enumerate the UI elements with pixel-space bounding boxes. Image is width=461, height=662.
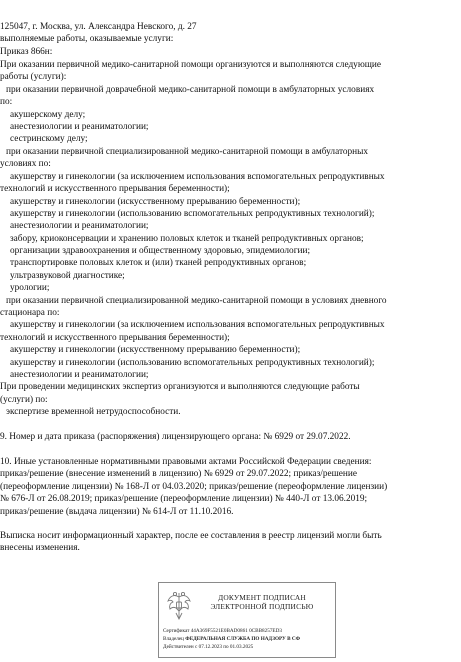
text-line: экспертизе временной нетрудоспособности. bbox=[6, 407, 181, 417]
text-line: При проведении медицинских экспертиз организуются и выполняются следующие работы bbox=[0, 382, 360, 392]
text-line: (услуги) по: bbox=[0, 395, 48, 405]
text-line: при оказании первичной специализированной медико-санитарной помощи в амбулаторных bbox=[6, 147, 369, 157]
text-line: 125047, г. Москва, ул. Александра Невского, д. 27 bbox=[0, 22, 197, 32]
stamp-title-line2: ЭЛЕКТРОННОЙ ПОДПИСЬЮ bbox=[210, 602, 314, 611]
text-line: выполняемые работы, оказываемые услуги: bbox=[0, 34, 174, 44]
text-line: технологий и искусственного прерывания беременности); bbox=[0, 333, 230, 343]
stamp-validity: Действителен с 07.12.2023 по 01.03.2025 bbox=[163, 644, 254, 650]
electronic-signature-stamp bbox=[158, 582, 336, 658]
text-line: акушерству и гинекологии (за исключением использования вспомогательных репродуктивных bbox=[10, 320, 385, 330]
text-line: условиях по: bbox=[0, 159, 51, 169]
text-line: внесены изменения. bbox=[0, 543, 80, 553]
text-line: урологии; bbox=[10, 283, 50, 293]
text-line: анестезиологии и реаниматологии; bbox=[10, 122, 149, 132]
text-line: 10. Иные установленные нормативными правовыми актами Российской Федерации сведения: bbox=[0, 457, 372, 467]
text-line: акушерству и гинекологии (использованию вспомогательных репродуктивных технологий); bbox=[10, 358, 375, 368]
text-line: акушерству и гинекологии (искусственному прерыванию беременности); bbox=[10, 197, 301, 207]
text-line: ультразвуковой диагностике; bbox=[10, 271, 125, 281]
text-line: при оказании первичной доврачебной медико-санитарной помощи в амбулаторных условиях bbox=[6, 85, 375, 95]
stamp-certificate: Сертификат 44A369F5521E0BAD0861 0CBB8257ED3 bbox=[163, 628, 282, 634]
stamp-title-line1: ДОКУМЕНТ ПОДПИСАН bbox=[218, 593, 306, 602]
text-line: приказ/решение (внесение изменений в лицензию) № 6929 от 29.07.2022; приказ/решение bbox=[0, 469, 357, 479]
text-line: при оказании первичной специализированной медико-санитарной помощи в условиях дневного bbox=[6, 296, 387, 306]
text-line: забору, криоконсервации и хранению половых клеток и тканей репродуктивных органов; bbox=[10, 234, 364, 244]
text-line: работы (услуги): bbox=[0, 72, 67, 82]
text-line: акушерству и гинекологии (использованию вспомогательных репродуктивных технологий); bbox=[10, 209, 375, 219]
text-line: приказ/решение (выдача лицензии) № 614-Л от 11.10.2016. bbox=[0, 507, 234, 517]
text-line: № 676-Л от 26.08.2019; приказ/решение (переоформление лицензии) № 440-Л от 13.06.2019; bbox=[0, 494, 368, 504]
text-line: по: bbox=[0, 97, 13, 107]
text-line: транспортировке половых клеток и (или) тканей репродуктивных органов; bbox=[10, 258, 307, 268]
text-line: стационара по: bbox=[0, 308, 60, 318]
stamp-owner-row bbox=[163, 636, 333, 643]
text-line: 9. Номер и дата приказа (распоряжения) лицензирующего органа: № 6929 от 29.07.2022. bbox=[0, 432, 351, 442]
text-line: Приказ 866н: bbox=[0, 47, 53, 57]
text-line: организации здравоохранения и общественному здоровью, эпидемиологии; bbox=[10, 246, 311, 256]
text-line: акушерскому делу; bbox=[10, 110, 86, 120]
stamp-owner-label: Владелец bbox=[163, 636, 184, 642]
text-line: технологий и искусственного прерывания беременности); bbox=[0, 184, 230, 194]
stamp-owner: ФЕДЕРАЛЬНАЯ СЛУЖБА ПО НАДЗОРУ В СФ bbox=[185, 636, 301, 642]
text-line: анестезиологии и реаниматологии; bbox=[10, 370, 149, 380]
text-line: Выписка носит информационный характер, после ее составления в реестр лицензий могли быть bbox=[0, 531, 382, 541]
text-line: (переоформление лицензии) № 168-Л от 04.03.2020; приказ/решение (переоформление лицензии) bbox=[0, 482, 388, 492]
coat-of-arms-icon bbox=[164, 589, 194, 623]
text-line: анестезиологии и реаниматологии; bbox=[10, 221, 149, 231]
text-line: сестринскому делу; bbox=[10, 134, 88, 144]
text-line: акушерству и гинекологии (за исключением использования вспомогательных репродуктивных bbox=[10, 172, 385, 182]
text-line: акушерству и гинекологии (искусственному прерыванию беременности); bbox=[10, 345, 301, 355]
text-line: При оказании первичной медико-санитарной помощи организуются и выполняются следующие bbox=[0, 60, 382, 70]
